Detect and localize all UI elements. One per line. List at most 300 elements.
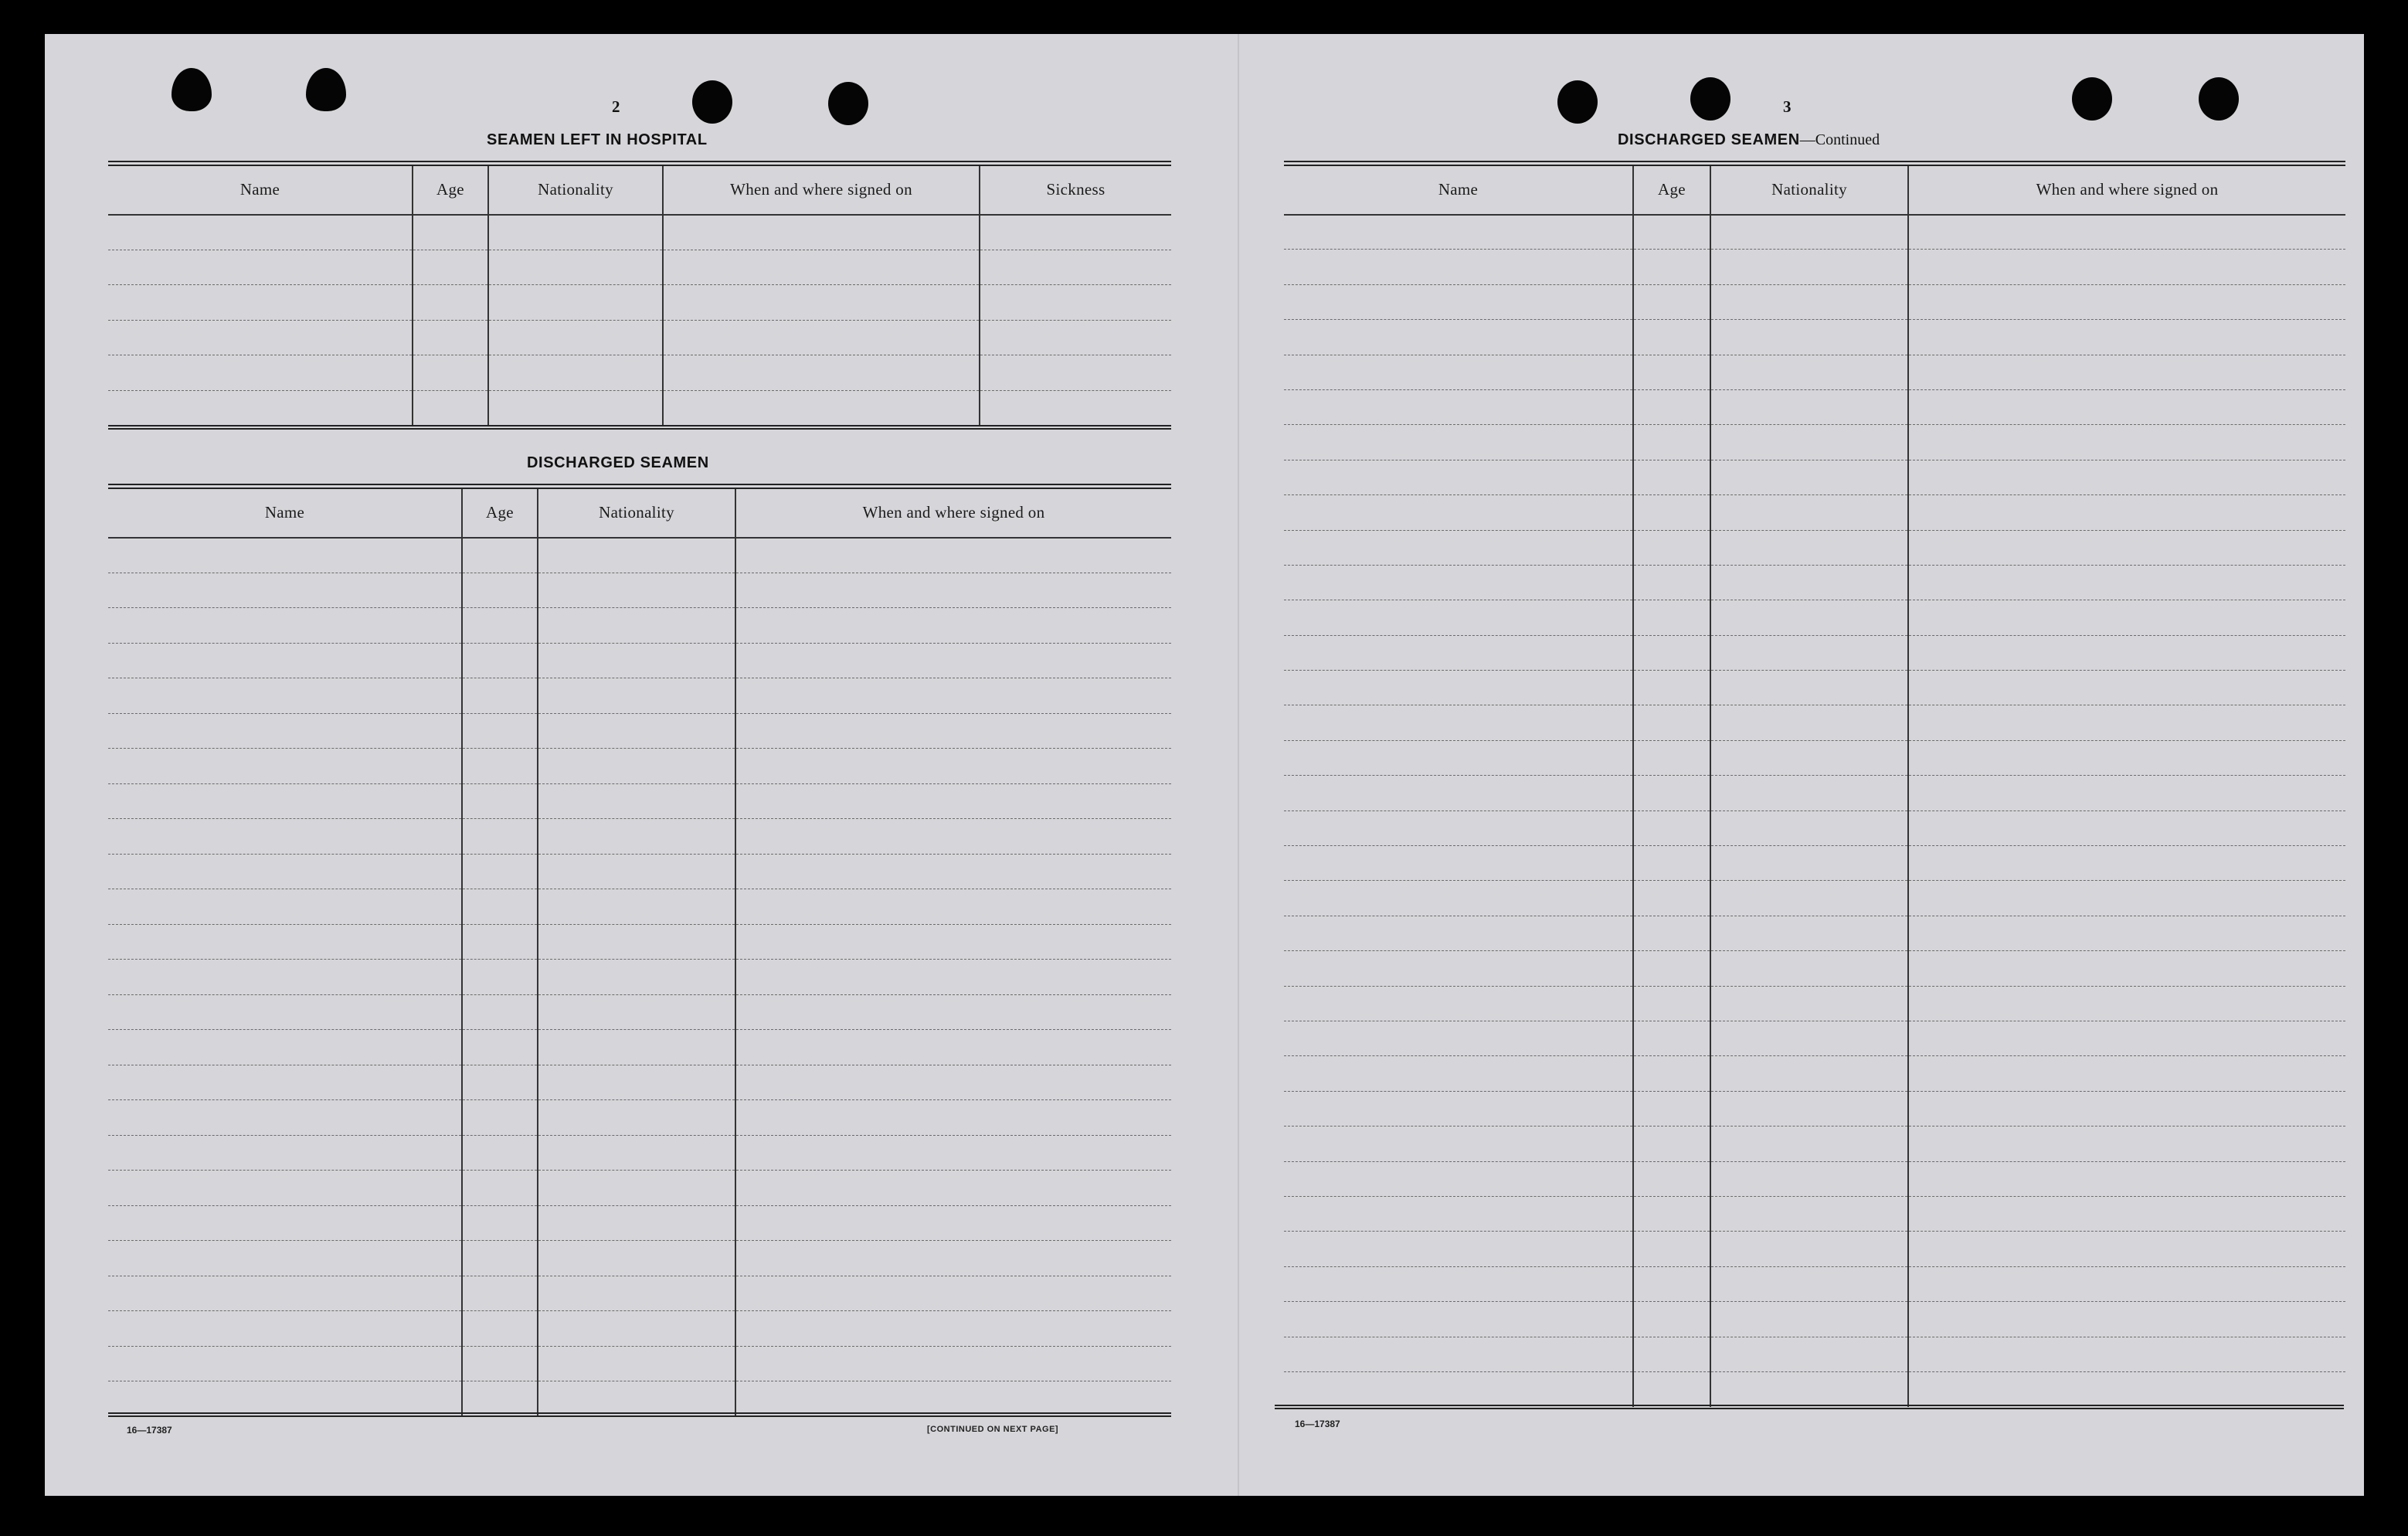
table-cell: [108, 1311, 462, 1347]
table-cell: [413, 285, 488, 321]
table-cell: [1710, 355, 1908, 389]
table-row: [1284, 1161, 2345, 1196]
column-header-nationality: Nationality: [538, 487, 735, 538]
table-cell: [108, 1065, 462, 1100]
table-cell: [735, 960, 1171, 995]
table-cell: [663, 250, 980, 285]
discharged-continued-table: [1284, 161, 2345, 1407]
table-cell: [1284, 671, 1633, 705]
table-cell: [1908, 846, 2345, 881]
table-cell: [108, 854, 462, 889]
table-cell: [108, 678, 462, 714]
table-cell: [1908, 215, 2345, 250]
table-cell: [538, 783, 735, 819]
table-cell: [108, 783, 462, 819]
table-cell: [108, 538, 462, 573]
table-cell: [1908, 530, 2345, 565]
table-cell: [735, 1311, 1171, 1347]
table-cell: [735, 643, 1171, 678]
column-header-age: Age: [413, 164, 488, 215]
punch-hole: [2072, 77, 2112, 121]
column-header-signed-on: When and where signed on: [663, 164, 980, 215]
table-cell: [1908, 1232, 2345, 1266]
table-cell: [735, 713, 1171, 749]
table-row: [108, 678, 1171, 714]
table-cell: [1284, 495, 1633, 530]
table-cell: [980, 355, 1171, 391]
table-cell: [1633, 1371, 1710, 1406]
table-row: [1284, 635, 2345, 670]
table-cell: [1633, 1196, 1710, 1231]
table-cell: [1633, 776, 1710, 810]
table-cell: [1710, 671, 1908, 705]
section-rule: [108, 425, 1171, 430]
table-row: [1284, 916, 2345, 950]
table-cell: [1908, 495, 2345, 530]
table-row: [108, 1346, 1171, 1381]
table-cell: [1710, 1232, 1908, 1266]
table-cell: [1633, 951, 1710, 986]
table-cell: [538, 713, 735, 749]
table-cell: [663, 320, 980, 355]
table-cell: [462, 678, 538, 714]
table-cell: [1633, 320, 1710, 355]
table-cell: [1908, 1091, 2345, 1126]
table-cell: [108, 390, 413, 426]
table-row: [1284, 250, 2345, 284]
table-row: [1284, 1091, 2345, 1126]
table-cell: [538, 1171, 735, 1206]
table-row: [108, 1381, 1171, 1417]
table-cell: [1633, 1337, 1710, 1371]
table-cell: [1633, 705, 1710, 740]
table-cell: [1710, 460, 1908, 494]
column-header-sickness: Sickness: [980, 164, 1171, 215]
table-cell: [1284, 705, 1633, 740]
table-cell: [1908, 916, 2345, 950]
table-row: [1284, 355, 2345, 389]
table-cell: [1710, 1091, 1908, 1126]
table-cell: [1284, 846, 1633, 881]
document-sheet: [45, 34, 2364, 1496]
table-cell: [1710, 810, 1908, 845]
table-cell: [1908, 1266, 2345, 1301]
page-bottom-rule: [108, 1412, 1171, 1417]
table-cell: [538, 819, 735, 855]
table-row: [108, 1030, 1171, 1065]
table-cell: [1908, 951, 2345, 986]
table-row: [1284, 740, 2345, 775]
table-cell: [735, 749, 1171, 784]
page-number-left: 2: [612, 97, 620, 116]
table-cell: [1710, 1196, 1908, 1231]
punch-hole: [306, 68, 346, 111]
table-cell: [1284, 425, 1633, 460]
table-cell: [1284, 600, 1633, 635]
table-cell: [488, 250, 663, 285]
table-cell: [1908, 320, 2345, 355]
table-cell: [538, 1065, 735, 1100]
table-cell: [1710, 1266, 1908, 1301]
table-row: [1284, 425, 2345, 460]
table-cell: [1284, 389, 1633, 424]
table-cell: [735, 1381, 1171, 1417]
table-cell: [735, 1241, 1171, 1276]
table-cell: [1908, 1337, 2345, 1371]
table-cell: [1633, 671, 1710, 705]
table-cell: [462, 1381, 538, 1417]
column-header-age: Age: [1633, 164, 1710, 215]
table-cell: [1284, 1021, 1633, 1055]
table-cell: [413, 390, 488, 426]
table-cell: [1284, 1302, 1633, 1337]
table-cell: [1908, 810, 2345, 845]
table-cell: [462, 960, 538, 995]
discharged-continued-title-text: DISCHARGED SEAMEN: [1618, 131, 1800, 148]
table-cell: [488, 215, 663, 250]
table-cell: [735, 1276, 1171, 1311]
punch-hole: [692, 80, 732, 124]
table-row: [1284, 1127, 2345, 1161]
punch-hole: [1690, 77, 1730, 121]
table-cell: [1633, 355, 1710, 389]
table-cell: [735, 1135, 1171, 1171]
table-row: [108, 643, 1171, 678]
table-row: [1284, 215, 2345, 250]
table-cell: [1908, 705, 2345, 740]
table-cell: [1633, 1056, 1710, 1091]
table-cell: [1284, 1196, 1633, 1231]
column-header-signed-on: When and where signed on: [735, 487, 1171, 538]
table-cell: [1284, 355, 1633, 389]
table-cell: [462, 573, 538, 608]
table-row: [108, 355, 1171, 391]
table-cell: [1908, 881, 2345, 916]
table-row: [1284, 284, 2345, 319]
table-cell: [980, 215, 1171, 250]
table-cell: [1710, 1371, 1908, 1406]
table-cell: [1908, 740, 2345, 775]
table-cell: [735, 854, 1171, 889]
table-cell: [1710, 916, 1908, 950]
table-cell: [462, 889, 538, 925]
table-header-row: [1284, 164, 2345, 215]
table-cell: [1908, 284, 2345, 319]
discharged-table: [108, 484, 1171, 1416]
table-cell: [462, 1311, 538, 1347]
continued-note: [CONTINUED ON NEXT PAGE]: [927, 1425, 1059, 1434]
table-cell: [108, 573, 462, 608]
table-cell: [1710, 1021, 1908, 1055]
table-cell: [663, 285, 980, 321]
table-row: [108, 889, 1171, 925]
table-cell: [1908, 1371, 2345, 1406]
table-cell: [1284, 215, 1633, 250]
table-cell: [1633, 600, 1710, 635]
table-cell: [1710, 530, 1908, 565]
table-row: [108, 250, 1171, 285]
table-cell: [735, 1346, 1171, 1381]
table-cell: [735, 783, 1171, 819]
table-cell: [538, 1311, 735, 1347]
table-cell: [1908, 425, 2345, 460]
column-header-name: Name: [108, 164, 413, 215]
table-row: [108, 538, 1171, 573]
table-cell: [1710, 495, 1908, 530]
table-row: [1284, 1232, 2345, 1266]
table-cell: [538, 749, 735, 784]
table-cell: [538, 924, 735, 960]
table-cell: [1633, 460, 1710, 494]
table-cell: [462, 819, 538, 855]
table-cell: [538, 1205, 735, 1241]
table-cell: [462, 749, 538, 784]
table-cell: [980, 285, 1171, 321]
table-cell: [108, 643, 462, 678]
table-row: [108, 994, 1171, 1030]
table-row: [108, 713, 1171, 749]
table-cell: [1633, 740, 1710, 775]
table-cell: [1284, 460, 1633, 494]
table-cell: [1284, 1266, 1633, 1301]
table-row: [108, 215, 1171, 250]
table-cell: [1284, 1127, 1633, 1161]
table-cell: [1284, 881, 1633, 916]
table-row: [1284, 320, 2345, 355]
table-cell: [1710, 846, 1908, 881]
table-cell: [108, 994, 462, 1030]
table-cell: [735, 1100, 1171, 1136]
table-row: [108, 1171, 1171, 1206]
table-cell: [1908, 250, 2345, 284]
table-row: [1284, 600, 2345, 635]
table-cell: [1710, 1161, 1908, 1196]
table-cell: [538, 1100, 735, 1136]
table-cell: [538, 608, 735, 644]
table-cell: [1710, 705, 1908, 740]
table-cell: [108, 749, 462, 784]
table-cell: [1908, 389, 2345, 424]
table-cell: [538, 994, 735, 1030]
table-cell: [1908, 671, 2345, 705]
table-cell: [538, 573, 735, 608]
table-cell: [413, 355, 488, 391]
table-cell: [1710, 565, 1908, 600]
table-cell: [108, 889, 462, 925]
table-cell: [1633, 1302, 1710, 1337]
table-cell: [462, 1241, 538, 1276]
discharged-continued-title: [1618, 131, 1880, 149]
page-fold: [1238, 34, 1239, 1496]
table-cell: [1284, 565, 1633, 600]
table-cell: [538, 1030, 735, 1065]
table-cell: [1633, 565, 1710, 600]
table-row: [1284, 1196, 2345, 1231]
table-cell: [108, 285, 413, 321]
table-cell: [735, 994, 1171, 1030]
table-cell: [462, 1065, 538, 1100]
table-cell: [1710, 1302, 1908, 1337]
table-cell: [462, 1276, 538, 1311]
table-cell: [538, 889, 735, 925]
table-row: [1284, 951, 2345, 986]
table-cell: [735, 819, 1171, 855]
table-cell: [1633, 1091, 1710, 1126]
table-row: [108, 320, 1171, 355]
column-header-name: Name: [1284, 164, 1633, 215]
table-cell: [1908, 1021, 2345, 1055]
table-cell: [1284, 1337, 1633, 1371]
table-cell: [735, 538, 1171, 573]
table-cell: [1633, 1232, 1710, 1266]
table-row: [108, 1276, 1171, 1311]
table-row: [108, 783, 1171, 819]
table-cell: [488, 390, 663, 426]
table-cell: [1633, 284, 1710, 319]
table-cell: [1710, 600, 1908, 635]
table-cell: [108, 1205, 462, 1241]
table-cell: [1710, 740, 1908, 775]
table-row: [108, 924, 1171, 960]
discharged-section-title: DISCHARGED SEAMEN: [527, 454, 709, 471]
table-row: [1284, 565, 2345, 600]
table-row: [108, 285, 1171, 321]
table-row: [1284, 1056, 2345, 1091]
table-row: [108, 1205, 1171, 1241]
table-cell: [1633, 1266, 1710, 1301]
table-cell: [1284, 320, 1633, 355]
table-cell: [1710, 320, 1908, 355]
table-cell: [538, 678, 735, 714]
table-cell: [462, 1030, 538, 1065]
table-cell: [1633, 215, 1710, 250]
column-header-signed-on: When and where signed on: [1908, 164, 2345, 215]
table-cell: [1284, 1091, 1633, 1126]
table-cell: [1633, 810, 1710, 845]
table-cell: [1284, 986, 1633, 1021]
table-cell: [538, 1135, 735, 1171]
table-cell: [108, 1100, 462, 1136]
table-row: [108, 1100, 1171, 1136]
table-header-row: [108, 487, 1171, 538]
table-row: [108, 960, 1171, 995]
punch-hole: [172, 68, 212, 111]
table-cell: [108, 1030, 462, 1065]
table-cell: [462, 924, 538, 960]
table-cell: [108, 355, 413, 391]
table-row: [108, 608, 1171, 644]
table-row: [108, 819, 1171, 855]
table-cell: [462, 1346, 538, 1381]
table-cell: [1284, 530, 1633, 565]
table-cell: [663, 215, 980, 250]
table-cell: [1710, 389, 1908, 424]
table-cell: [1710, 1127, 1908, 1161]
punch-hole: [828, 82, 868, 125]
table-cell: [663, 355, 980, 391]
table-row: [108, 854, 1171, 889]
table-cell: [1633, 1127, 1710, 1161]
table-cell: [488, 355, 663, 391]
table-cell: [1284, 916, 1633, 950]
table-cell: [1633, 1021, 1710, 1055]
form-code-left: 16—17387: [127, 1425, 172, 1436]
table-cell: [735, 608, 1171, 644]
table-cell: [1710, 1337, 1908, 1371]
column-header-nationality: Nationality: [1710, 164, 1908, 215]
punch-hole: [2199, 77, 2239, 121]
table-cell: [1284, 951, 1633, 986]
table-cell: [462, 994, 538, 1030]
table-cell: [1908, 635, 2345, 670]
table-cell: [538, 854, 735, 889]
table-cell: [462, 538, 538, 573]
table-cell: [1908, 986, 2345, 1021]
table-cell: [1908, 1196, 2345, 1231]
table-cell: [488, 320, 663, 355]
table-cell: [1284, 1371, 1633, 1406]
table-cell: [1633, 881, 1710, 916]
table-cell: [1710, 776, 1908, 810]
table-cell: [735, 889, 1171, 925]
table-cell: [108, 924, 462, 960]
table-cell: [1908, 355, 2345, 389]
hospital-section-title: SEAMEN LEFT IN HOSPITAL: [487, 131, 708, 148]
table-cell: [1710, 881, 1908, 916]
table-cell: [108, 1171, 462, 1206]
table-cell: [538, 643, 735, 678]
table-cell: [538, 538, 735, 573]
table-cell: [108, 1276, 462, 1311]
table-cell: [735, 1030, 1171, 1065]
table-cell: [1908, 1127, 2345, 1161]
table-cell: [1633, 250, 1710, 284]
table-cell: [462, 608, 538, 644]
table-row: [108, 1135, 1171, 1171]
table-header-row: [108, 164, 1171, 215]
table-cell: [1710, 635, 1908, 670]
table-cell: [462, 1135, 538, 1171]
table-cell: [1633, 530, 1710, 565]
table-row: [1284, 846, 2345, 881]
table-row: [1284, 389, 2345, 424]
table-cell: [108, 1241, 462, 1276]
table-cell: [1284, 284, 1633, 319]
table-cell: [735, 1065, 1171, 1100]
table-row: [108, 390, 1171, 426]
table-cell: [108, 608, 462, 644]
table-cell: [1710, 951, 1908, 986]
page-bottom-rule: [1275, 1405, 2344, 1409]
table-row: [1284, 671, 2345, 705]
punch-hole: [1557, 80, 1598, 124]
table-cell: [1908, 1056, 2345, 1091]
table-cell: [1710, 250, 1908, 284]
table-cell: [462, 643, 538, 678]
table-cell: [538, 1381, 735, 1417]
table-cell: [1633, 916, 1710, 950]
table-row: [108, 749, 1171, 784]
table-cell: [462, 713, 538, 749]
table-cell: [1284, 250, 1633, 284]
table-cell: [1908, 565, 2345, 600]
table-cell: [108, 1346, 462, 1381]
table-row: [1284, 1266, 2345, 1301]
table-cell: [462, 1100, 538, 1136]
table-cell: [1633, 495, 1710, 530]
table-cell: [980, 390, 1171, 426]
table-cell: [1633, 846, 1710, 881]
